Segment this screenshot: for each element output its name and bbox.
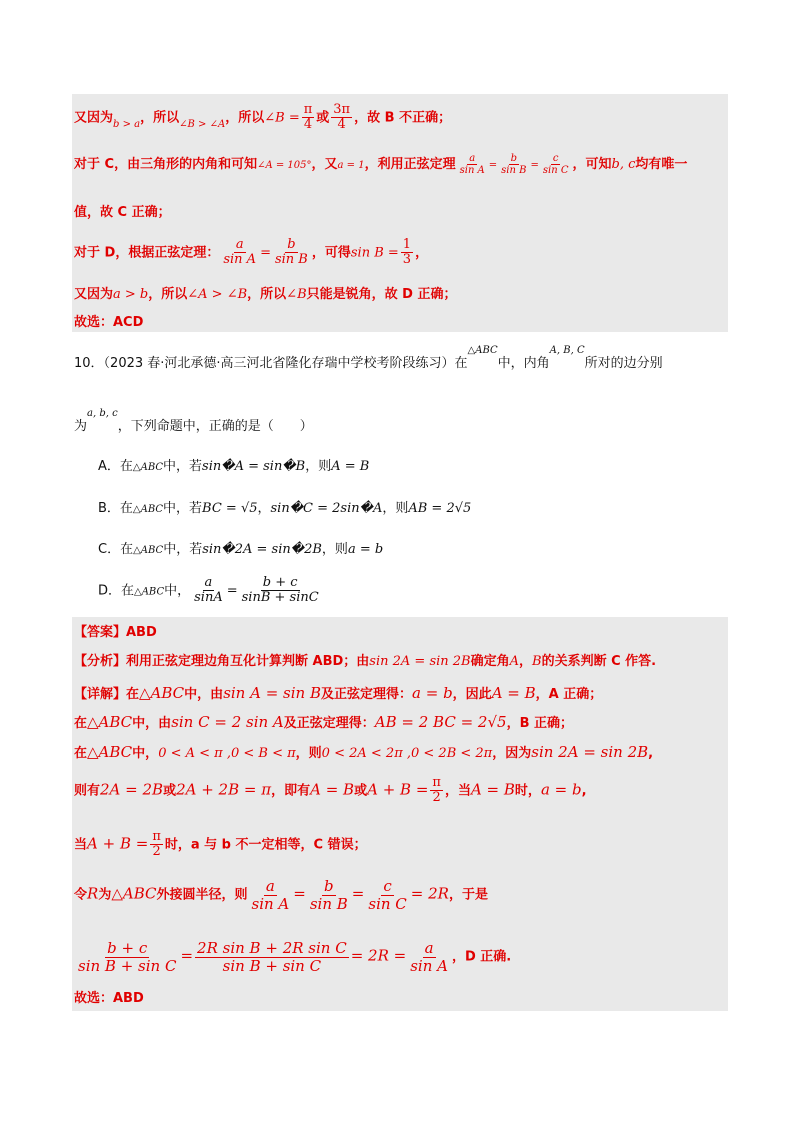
prev-line-3: 值，故 C 正确；	[74, 205, 171, 220]
fraction: $\frac{b}{\text{sin B}}$	[501, 153, 527, 176]
math: A + B =	[87, 834, 149, 853]
text: 中，	[132, 746, 159, 761]
math: A + B =	[367, 780, 429, 799]
fraction: $\frac{b + c}{\sin B + \sin C}$	[241, 575, 319, 606]
math: sin�C = 2sin�A	[270, 501, 383, 516]
math: 2A = 2B	[100, 780, 164, 799]
fraction: $\frac{a}{\text{sin A}}$	[223, 237, 257, 268]
math: sin 2A = sin 2B	[369, 654, 471, 669]
detail-line-1	[74, 686, 602, 701]
math: ∠A = 105°	[257, 160, 312, 171]
math: A = B	[470, 780, 515, 799]
text: 或	[316, 110, 330, 126]
answer-label: 【答案】ABD	[74, 625, 157, 640]
text: 及正弦定理得：	[321, 687, 413, 702]
fraction: $\frac{a}{\text{sin A}}$	[459, 153, 485, 176]
text: C．在	[98, 542, 134, 557]
text: 中，	[164, 583, 191, 599]
math: △ABC	[134, 586, 165, 598]
math: △ABC	[87, 713, 133, 731]
fraction: $\frac{\pi}{4}$	[303, 102, 313, 133]
text: 中，由	[132, 716, 172, 731]
text: 【分析】利用正弦定理边角互化计算判断 ABD；由	[74, 654, 370, 669]
fraction: $\frac{\text{2R sin B + 2R sin C}}{\text{sin B + sin C}}$	[197, 939, 347, 975]
text: 或	[163, 783, 177, 799]
text: ，	[257, 501, 271, 516]
prev-line-5	[74, 288, 456, 301]
text: ，A 正确；	[535, 687, 603, 702]
text: ,	[581, 783, 587, 799]
math: a = b	[347, 542, 384, 557]
final-answer: 故选：ABD	[74, 991, 144, 1006]
text: ，	[519, 654, 533, 669]
prev-line-4: 对于 D，根据正弦定理： $\frac{a}{\text{sin A}}$ = $\frac{b}{\text{sin B}}$ ，可得sin B = $\frac{1}{3}$ ，	[74, 237, 429, 268]
fraction: $\frac{a}{\text{sin A}}$	[410, 939, 448, 975]
text: 时，a 与 b 不一定相等，C 错误；	[164, 837, 367, 853]
math: AB = 2√5	[408, 501, 472, 516]
text: ，于是	[448, 887, 488, 903]
text: ，因为	[492, 746, 532, 761]
math: 2A + 2B = π	[176, 780, 272, 799]
math: A = B	[491, 684, 536, 702]
text: ，则	[321, 542, 348, 557]
text: 令	[74, 887, 88, 903]
detail-line-6: 令R为△ABC外接圆半径，则 $\frac{a}{\text{sin A}}$ = $\frac{b}{\text{sin B}}$ = $\frac{c}{\text{sin C}}$ = 2R，于是	[74, 877, 488, 913]
math: a, b, c	[87, 408, 118, 419]
text: ，因此	[452, 687, 492, 702]
question-line-2	[74, 408, 313, 434]
math: A, B, C	[549, 345, 585, 356]
option-b[interactable]	[98, 502, 471, 515]
question-line-1	[74, 345, 663, 371]
text: 中，若	[163, 459, 203, 474]
text: 为	[74, 419, 88, 434]
question-source: （2023 春·河北承德·高三河北省隆化存瑞中学校考阶段练习）在	[103, 356, 468, 371]
math: A	[509, 654, 520, 669]
detail-line-2	[74, 715, 573, 730]
option-d[interactable]: D．在△ABC中， $\frac{a}{\sin A}$ = $\frac{b + c}{\sin B + \sin C}$	[98, 575, 319, 606]
math: sin�A = sin�B	[202, 459, 306, 474]
text: 中，内角	[497, 356, 550, 371]
math: b, c	[611, 157, 636, 172]
text: 【详解】在	[74, 687, 140, 702]
math: 0 < A < π ,0 < B < π	[158, 746, 296, 761]
text: 为	[98, 887, 112, 903]
text: ，所以	[140, 110, 180, 126]
text: ，所以	[247, 287, 287, 302]
text: ，即有	[271, 783, 311, 799]
math: ∠B	[286, 287, 307, 302]
math: △ABC	[139, 684, 185, 702]
prev-answer: 故选：ACD	[74, 315, 144, 330]
text: 对于 D，根据正弦定理：	[74, 245, 220, 261]
detail-line-3	[74, 745, 653, 760]
text: ，所以	[225, 110, 265, 126]
text: ，则	[382, 501, 409, 516]
math: ∠A > ∠B	[187, 287, 248, 302]
math: a = b	[412, 684, 453, 702]
text: 又因为	[74, 110, 114, 126]
text: 的关系判断 C 作答.	[541, 654, 657, 669]
text: ，可得	[311, 245, 351, 261]
text: 所对的边分别	[584, 356, 663, 371]
text: ，故 B 不正确；	[354, 110, 452, 126]
math: sin�2A = sin�2B	[202, 542, 322, 557]
math: = 2R =	[350, 946, 407, 965]
text: ，利用正弦定理	[364, 157, 456, 172]
math: b > a	[113, 119, 141, 131]
text: 中，若	[163, 501, 203, 516]
math: △ABC	[132, 504, 164, 515]
math: B	[532, 654, 542, 669]
text: 时，	[514, 783, 541, 799]
math: BC = √5	[202, 501, 258, 516]
detail-line-5	[74, 830, 367, 860]
fraction: $\frac{c}{\text{sin C}}$	[368, 877, 407, 913]
math: sin C = 2 sin A	[171, 713, 284, 731]
math: △ABC	[133, 545, 164, 556]
math: AB = 2 BC = 2√5	[374, 713, 507, 731]
text: ，则	[295, 746, 322, 761]
text: ，当	[444, 783, 471, 799]
text: 外接圆半径，则	[156, 887, 248, 903]
fraction: $\frac{b + c}{\text{sin B + sin C}}$	[78, 939, 177, 975]
math: a = 1	[337, 160, 365, 171]
math: R	[87, 884, 99, 903]
math: ∠B > ∠A	[179, 119, 226, 131]
text: 均有唯一	[635, 157, 688, 172]
analysis-line	[74, 655, 656, 668]
text: A．在	[98, 459, 133, 474]
prev-line-2: 对于 C，由三角形的内角和可知∠A = 105°，又a = 1，利用正弦定理 $\frac{a}{\text{sin A}}$ = $\frac{b}{\text{sin B}}$ = $\frac{c}{\text{sin C}}$ ，可知b, c均有唯一	[74, 153, 688, 176]
fraction: $\frac{\pi}{2}$	[432, 775, 441, 806]
text: 在	[74, 746, 88, 761]
detail-line-4	[74, 776, 587, 806]
text: 或	[354, 783, 368, 799]
text: 及正弦定理得：	[283, 716, 375, 731]
fraction: $\frac{a}{\sin A}$	[194, 575, 223, 606]
text: 确定角	[470, 654, 510, 669]
math: 0 < 2A < 2π ,0 < 2B < 2π	[321, 746, 493, 761]
text: ，又	[311, 157, 338, 172]
fraction: $\frac{\pi}{2}$	[152, 829, 161, 860]
math: a > b	[113, 287, 149, 302]
text: ，则	[305, 459, 332, 474]
math: a = b	[540, 780, 582, 799]
text: 则有	[74, 783, 101, 799]
text: D．在	[98, 583, 135, 599]
detail-line-7: $\frac{b + c}{\text{sin B + sin C}}$ = $\frac{\text{2R sin B + 2R sin C}}{\text{sin B + sin C}}$ = 2R = $\frac{a}{\text{sin A}}$ ，D 正确.	[78, 939, 512, 975]
text: ,	[648, 746, 654, 761]
fraction: $\frac{a}{\text{sin A}}$	[251, 877, 290, 913]
text: ，B 正确；	[506, 716, 574, 731]
text: ，下列命题中，正确的是（ ）	[117, 419, 313, 434]
math: A = B	[331, 459, 370, 474]
text: ，所以	[148, 287, 188, 302]
math: sin B =	[350, 245, 399, 261]
text: 只能是锐角，故 D 正确；	[306, 287, 457, 302]
text: 又因为	[74, 287, 114, 302]
fraction: $\frac{3\pi}{4}$	[333, 102, 351, 133]
text: 对于 C，由三角形的内角和可知	[74, 157, 258, 172]
text: B．在	[98, 501, 133, 516]
option-c[interactable]	[98, 543, 383, 556]
option-a[interactable]	[98, 460, 369, 473]
text: 当	[74, 837, 88, 853]
math: A = B	[310, 780, 355, 799]
fraction: $\frac{b}{\text{sin B}}$	[309, 877, 348, 913]
prev-line-1	[74, 103, 451, 133]
text: ，	[415, 245, 429, 261]
math: sin 2A = sin 2B	[531, 743, 649, 761]
text: ，可知	[572, 157, 612, 172]
text: 中，由	[184, 687, 224, 702]
math: △ABC	[132, 462, 164, 473]
math: ∠B =	[264, 110, 300, 126]
fraction: $\frac{c}{\text{sin C}}$	[542, 153, 569, 176]
math: △ABC	[87, 743, 133, 761]
math: △ABC	[467, 345, 498, 356]
text: ，D 正确.	[451, 949, 512, 965]
math: △ABC	[111, 884, 157, 903]
fraction: $\frac{b}{\text{sin B}}$	[274, 237, 308, 268]
text: 中，若	[163, 542, 203, 557]
math: = 2R	[410, 884, 449, 903]
math: sin A = sin B	[223, 684, 321, 702]
fraction: $\frac{1}{3}$	[402, 237, 412, 268]
question-number: 10．	[74, 356, 104, 371]
text: 在	[74, 716, 88, 731]
